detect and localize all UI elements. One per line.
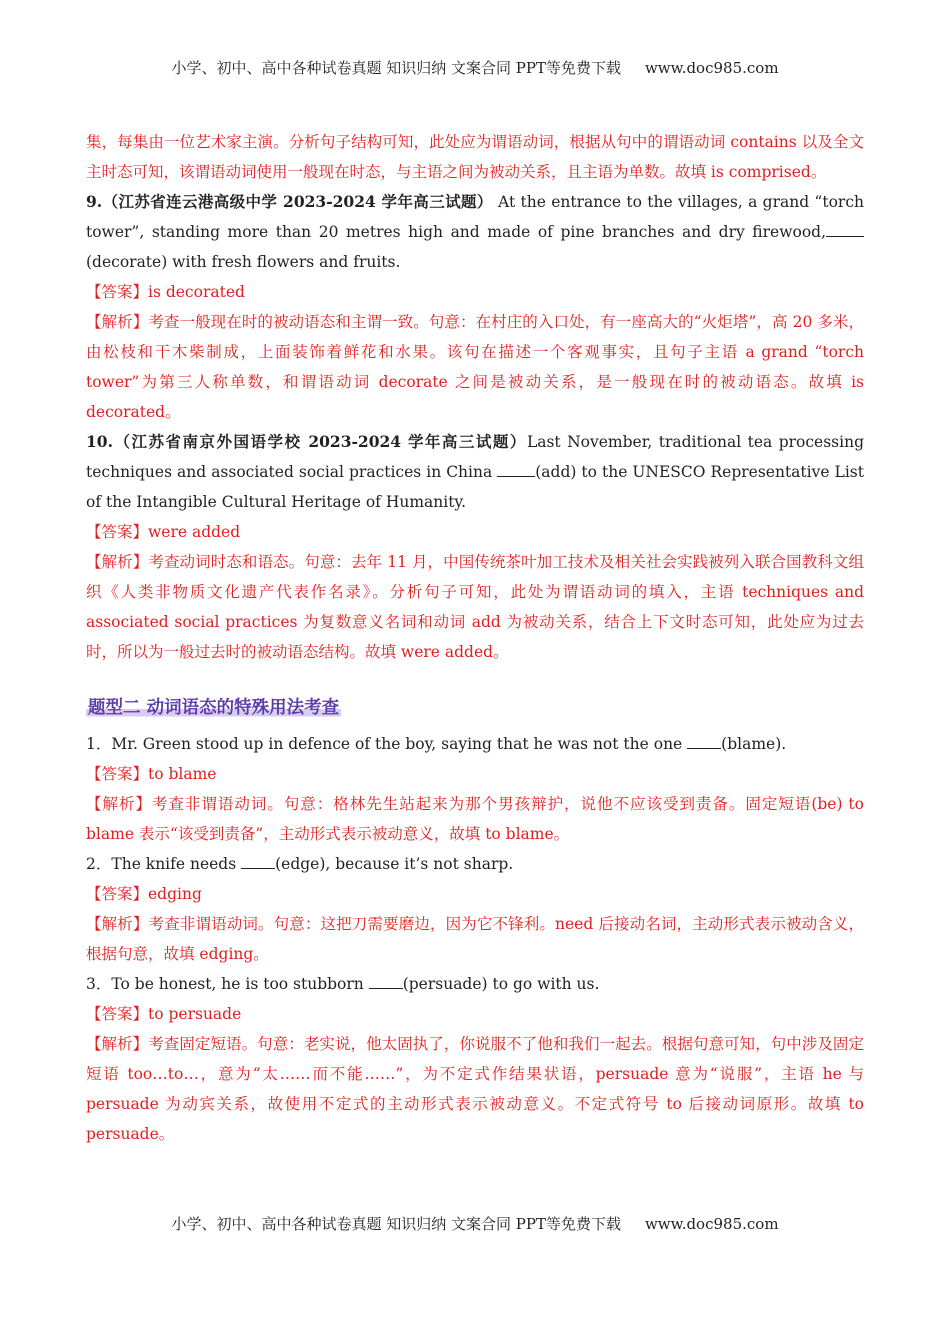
header-text: 小学、初中、高中各种试卷真题 知识归纳 文案合同 PPT等免费下载 bbox=[171, 59, 621, 77]
section-title: 题型二 动词语态的特殊用法考查 bbox=[88, 698, 340, 718]
question-stem-part-b: (decorate) with fresh flowers and fruits. bbox=[86, 253, 401, 271]
answer-line: 【答案】to persuade bbox=[86, 1005, 242, 1023]
question-number: 1． bbox=[86, 735, 112, 753]
question-stem-part-a: At the entrance to the villages, a grand “torch tower”, standing more than 20 metres high and made of pine branches and dry firewood, bbox=[86, 193, 864, 241]
answer-line: 【答案】to blame bbox=[86, 765, 217, 783]
answer-blank bbox=[497, 462, 535, 477]
section2-question-3 bbox=[86, 969, 864, 999]
question-10 bbox=[86, 427, 864, 517]
previous-analysis-continuation: 集，每集由一位艺术家主演。分析句子结构可知，此处应为谓语动词，根据从句中的谓语动词 contains 以及全文主时态可知，该谓语动词使用一般现在时态，与主语之间为被动关系，且主语为单数。故填 is comprised。 bbox=[86, 133, 864, 181]
answer-line: 【答案】were added bbox=[86, 523, 241, 541]
question-stem-part-a: Last November, traditional tea processing techniques and associated social practices in China bbox=[86, 433, 864, 481]
question-stem-part-a: The knife needs bbox=[111, 855, 242, 873]
question-source: （江苏省连云港高级中学 2023-2024 学年高三试题） bbox=[102, 192, 493, 211]
footer-text: 小学、初中、高中各种试卷真题 知识归纳 文案合同 PPT等免费下载 bbox=[171, 1215, 621, 1233]
analysis-paragraph: 【解析】考查非谓语动词。句意：这把刀需要磨边，因为它不锋利。need 后接动名词，主动形式表示被动含义，根据句意，故填 edging。 bbox=[86, 915, 864, 963]
question-number: 10. bbox=[86, 432, 113, 451]
question-stem-part-b: (blame). bbox=[721, 735, 787, 753]
analysis-paragraph: 【解析】考查动词时态和语态。句意：去年 11 月，中国传统茶叶加工技术及相关社会实践被列入联合国教科文组织《人类非物质文化遗产代表作名录》。分析句子可知，此处为谓语动词的填入，主语 techniques and associated social practices 为复数意义名词和动词 add 为被动关系，结合上下文时态可知，此处应为过去时，所以为一般过去时的被动语态结构。故填 were added。 bbox=[86, 553, 864, 661]
answer-line: 【答案】is decorated bbox=[86, 283, 245, 301]
section2-question-2 bbox=[86, 849, 864, 879]
question-9 bbox=[86, 187, 864, 277]
question-stem-part-a: Mr. Green stood up in defence of the boy, saying that he was not the one bbox=[111, 735, 688, 753]
answer-line: 【答案】edging bbox=[86, 885, 202, 903]
page-header bbox=[0, 57, 950, 78]
answer-blank bbox=[369, 974, 403, 989]
footer-site-link[interactable]: www.doc985.com bbox=[644, 1215, 779, 1233]
question-number: 2． bbox=[86, 855, 112, 873]
question-stem-part-a: To be honest, he is too stubborn bbox=[111, 975, 369, 993]
question-stem-part-b: (persuade) to go with us. bbox=[402, 975, 600, 993]
question-number: 9. bbox=[86, 192, 103, 211]
question-stem-part-b: (edge), because it’s not sharp. bbox=[275, 855, 514, 873]
page-footer bbox=[0, 1213, 950, 1234]
question-number: 3． bbox=[86, 975, 112, 993]
analysis-paragraph: 【解析】考查一般现在时的被动语态和主谓一致。句意：在村庄的入口处，有一座高大的“火炬塔”，高 20 多米，由松枝和干木柴制成，上面装饰着鲜花和水果。该句在描述一个客观事实，且句子主语 a grand “torch tower”为第三人称单数，和谓语动词 decorate 之间是被动关系，是一般现在时的被动语态。故填 is decorated。 bbox=[86, 313, 864, 421]
analysis-paragraph: 【解析】考查固定短语。句意：老实说，他太固执了，你说服不了他和我们一起去。根据句意可知，句中涉及固定短语 too…to…，意为“太……而不能……”，为不定式作结果状语，persuade 意为“说服”，主语 he 与 persuade 为动宾关系，故使用不定式的主动形式表示被动意义。不定式符号 to 后接动词原形。故填 to persuade。 bbox=[86, 1035, 864, 1143]
section-heading bbox=[86, 691, 864, 725]
answer-blank bbox=[687, 734, 721, 749]
section2-question-1 bbox=[86, 729, 864, 759]
analysis-paragraph: 【解析】考查非谓语动词。句意：格林先生站起来为那个男孩辩护，说他不应该受到责备。固定短语(be) to blame 表示“该受到责备”，主动形式表示被动意义，故填 to blame。 bbox=[86, 795, 864, 843]
question-source: （江苏省南京外国语学校 2023-2024 学年高三试题） bbox=[112, 432, 527, 451]
question-stem-part-b: (add) to the UNESCO Representative List of the Intangible Cultural Heritage of Humanity. bbox=[86, 463, 864, 511]
header-site-link[interactable]: www.doc985.com bbox=[644, 59, 779, 77]
answer-blank bbox=[826, 222, 864, 237]
document-body bbox=[86, 127, 864, 1149]
answer-blank bbox=[241, 854, 275, 869]
